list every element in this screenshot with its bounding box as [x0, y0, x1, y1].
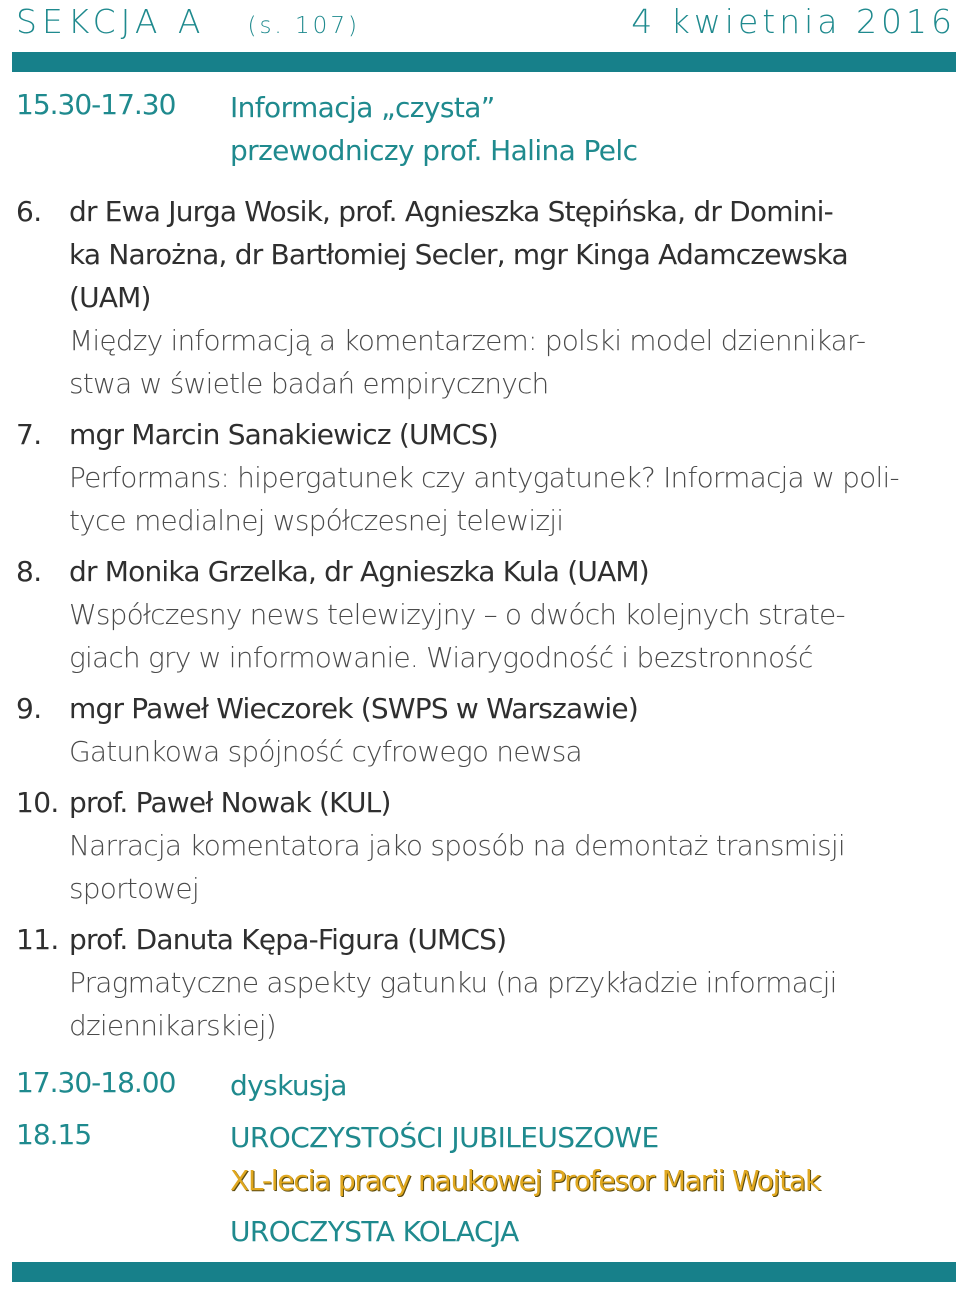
session-time: 18.15: [16, 1118, 92, 1151]
talk-title: Pragmatyczne aspekty gatunku (na przykładzie informacji: [69, 966, 837, 999]
top-divider-bar: [12, 52, 956, 72]
talk-list: [16, 190, 950, 1055]
talk-item: [16, 413, 950, 542]
session-title: UROCZYSTOŚCI JUBILEUSZOWE: [230, 1121, 659, 1154]
talk-number: 6.: [16, 195, 42, 228]
talk-item: [16, 687, 950, 773]
talk-title: sportowej: [69, 872, 199, 905]
talk-title: Między informacją a komentarzem: polski model dziennikar-: [69, 324, 866, 357]
talk-number: 9.: [16, 692, 42, 725]
talk-number: 10.: [16, 786, 59, 819]
talk-title: Gatunkowa spójność cyfrowego newsa: [69, 735, 582, 768]
talk-authors: dr Monika Grzelka, dr Agnieszka Kula (UAM): [69, 555, 649, 588]
talk-item: [16, 918, 950, 1047]
header-left: [16, 2, 360, 41]
talk-authors: ka Narożna, dr Bartłomiej Secler, mgr Kinga Adamczewska: [69, 238, 848, 271]
talk-title: Współczesny news telewizyjny – o dwóch kolejnych strate-: [69, 598, 845, 631]
bottom-divider-bar: [12, 1262, 956, 1282]
talk-title: tyce medialnej współczesnej telewizji: [69, 504, 564, 537]
jubilee-subtitle: XL-lecia pracy naukowej Profesor Marii Wojtak: [230, 1164, 820, 1197]
talk-title: dziennikarskiej): [69, 1009, 276, 1042]
header-date: 4 kwietnia 2016: [631, 2, 956, 41]
talk-title: Narracja komentatora jako sposób na demontaż transmisji: [69, 829, 845, 862]
session-title: Informacja „czysta”: [230, 91, 495, 124]
page-header: [16, 2, 956, 46]
talk-authors: mgr Marcin Sanakiewicz (UMCS): [69, 418, 498, 451]
talk-number: 7.: [16, 418, 42, 451]
talk-authors: prof. Paweł Nowak (KUL): [69, 786, 391, 819]
page-reference: (s. 107): [247, 13, 360, 39]
session-title: dyskusja: [230, 1069, 347, 1102]
talk-number: 11.: [16, 923, 59, 956]
talk-authors: dr Ewa Jurga Wosik, prof. Agnieszka Stępińska, dr Domini-: [69, 195, 833, 228]
talk-item: [16, 190, 950, 405]
talk-item: [16, 781, 950, 910]
session-time: 17.30-18.00: [16, 1066, 176, 1099]
talk-title: giach gry w informowanie. Wiarygodność i bezstronność: [69, 641, 813, 674]
section-title: SEKCJA A: [16, 2, 206, 41]
session-chair: przewodniczy prof. Halina Pelc: [230, 134, 638, 167]
talk-number: 8.: [16, 555, 42, 588]
talk-title: Performans: hipergatunek czy antygatunek? Informacja w poli-: [69, 461, 899, 494]
session-time: 15.30-17.30: [16, 88, 176, 121]
talk-title: stwa w świetle badań empirycznych: [69, 367, 549, 400]
talk-authors: prof. Danuta Kępa-Figura (UMCS): [69, 923, 507, 956]
dinner-title: UROCZYSTA KOLACJA: [230, 1215, 519, 1248]
talk-authors: (UAM): [69, 281, 151, 314]
talk-item: [16, 550, 950, 679]
talk-authors: mgr Paweł Wieczorek (SWPS w Warszawie): [69, 692, 638, 725]
